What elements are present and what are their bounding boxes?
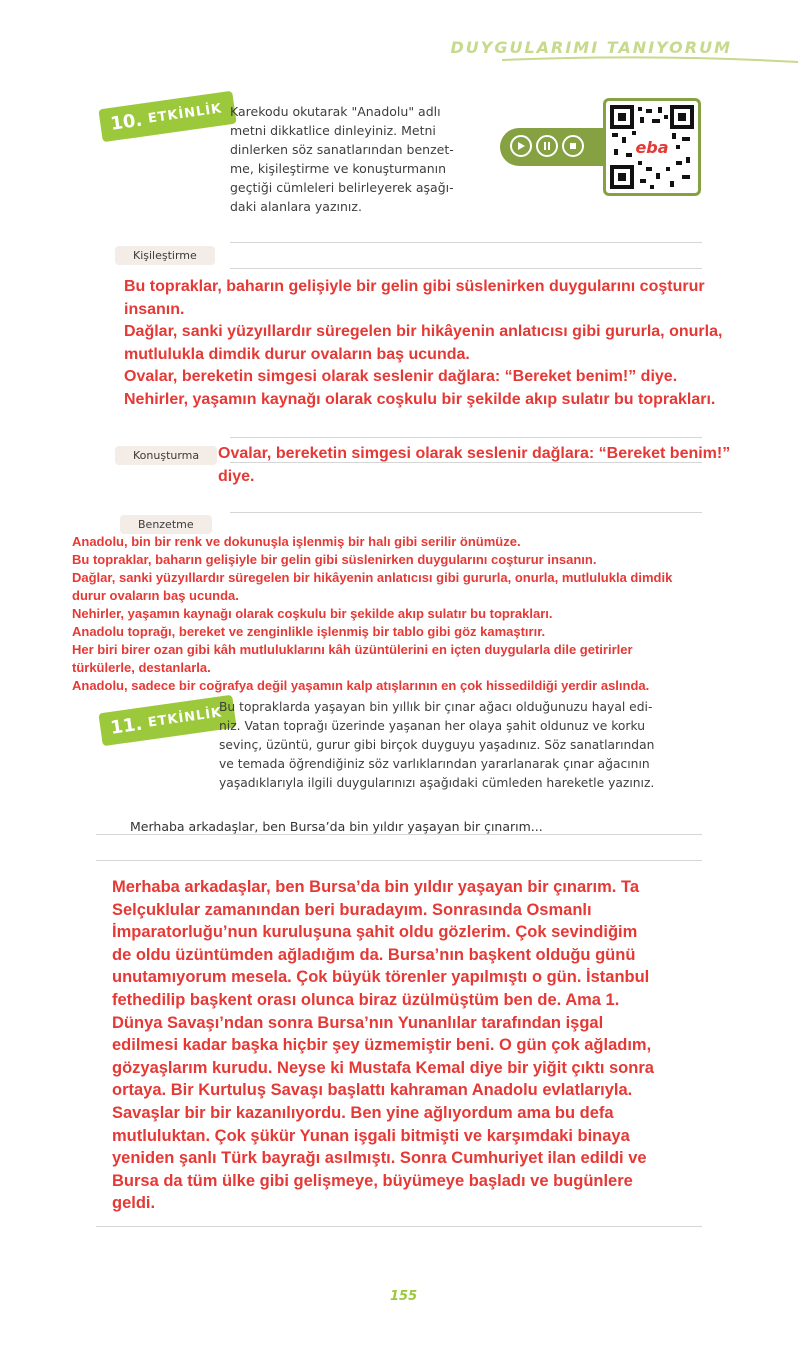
answer-line: İmparatorluğu’nun kuruluşuna şahit oldu gözlerim. Çok sevindiğim bbox=[112, 923, 638, 942]
instruction-line: dinlerken söz sanatlarından benzet- bbox=[230, 142, 454, 157]
writing-line bbox=[230, 512, 702, 513]
activity-10-label: ETKİNLİK bbox=[147, 101, 224, 127]
writing-line bbox=[230, 242, 702, 243]
answer-line: Her biri birer ozan gibi kâh mutluluklarını kâh üzüntülerini en içten duygularla dile getirirler bbox=[72, 642, 633, 657]
answer-line: Ovalar, bereketin simgesi olarak seslenir dağlara: “Bereket benim!” bbox=[218, 445, 731, 462]
eba-logo bbox=[632, 135, 672, 159]
writing-line bbox=[230, 268, 702, 269]
instruction-line: daki alanlara yazınız. bbox=[230, 199, 362, 214]
answer-line: Savaşlar bir bir kazanılıyordu. Ben yine ağlıyordum ama bu defa bbox=[112, 1103, 614, 1122]
play-icon bbox=[516, 141, 526, 151]
answer-line: mutlulukla dimdik durur ovaların baş ucunda. bbox=[124, 345, 470, 363]
answer-line: yeniden şanlı Türk bayrağı asılmıştı. Sonra Cumhuriyet ilan edildi ve bbox=[112, 1149, 647, 1168]
konusturma-answer bbox=[218, 443, 788, 488]
writing-line bbox=[96, 860, 702, 861]
answer-line: unutamıyorum mesela. Çok büyük törenler yapılmıştı o gün. İstanbul bbox=[112, 968, 650, 987]
instruction-line: me, kişileştirme ve konuşturmanın bbox=[230, 161, 447, 176]
answer-line: Bu topraklar, baharın gelişiyle bir gelin gibi süslenirken duygularını coşturur bbox=[124, 278, 705, 295]
answer-line: Anadolu, sadece bir coğrafya değil yaşamın kalp atışlarının en çok hissedildiği yerdir aslında. bbox=[72, 678, 650, 693]
activity-10-badge bbox=[100, 100, 235, 133]
answer-line: durur ovaların baş ucunda. bbox=[72, 588, 239, 603]
qr-code[interactable] bbox=[603, 98, 701, 196]
answer-line: Ovalar, bereketin simgesi olarak seslenir dağlara: “Bereket benim!” diye. bbox=[124, 368, 678, 385]
instruction-line: sevinç, üzüntü, gurur gibi birçok duyguyu yaşadınız. Söz sanatlarından bbox=[219, 738, 655, 752]
answer-line: de oldu üzüntümden ağladığım da. Bursa’nın başkent olduğu günü bbox=[112, 945, 636, 964]
activity-11-prompt: Merhaba arkadaşlar, ben Bursa’da bin yıldır yaşayan bir çınarım... bbox=[130, 819, 543, 834]
benzetme-answer bbox=[72, 533, 792, 695]
answer-line: Nehirler, yaşamın kaynağı olarak coşkulu bir şekilde akıp sulatır bu toprakları. bbox=[72, 606, 553, 621]
answer-line: diye. bbox=[218, 467, 255, 485]
konusturma-label: Konuşturma bbox=[115, 446, 217, 465]
instruction-line: metni dikkatlice dinleyiniz. Metni bbox=[230, 123, 436, 138]
eba-logo-text: eba bbox=[635, 137, 669, 157]
answer-line: Bu topraklar, baharın gelişiyle bir gelin gibi süslenirken duygularını coşturur insanın. bbox=[72, 552, 597, 567]
answer-line: Anadolu, bin bir renk ve dokunuşla işlenmiş bir halı gibi serilir önümüze. bbox=[72, 534, 521, 549]
activity-10-number: 10. bbox=[109, 109, 144, 135]
answer-line: Anadolu toprağı, bereket ve zenginlikle işlenmiş bir tablo gibi göz kamaştırır. bbox=[72, 624, 546, 639]
kisilestirme-label: Kişileştirme bbox=[115, 246, 215, 265]
activity-11-label: ETKİNLİK bbox=[147, 705, 224, 731]
header-swoosh-decoration bbox=[500, 52, 800, 66]
instruction-line: yaşadıklarıyla ilgili duygularınızı aşağıdaki cümleden hareketle yazınız. bbox=[219, 776, 655, 790]
answer-line: edilmesi kadar başka hiçbir şey üzmemiştir beni. O gün çok ağladım, bbox=[112, 1036, 652, 1055]
activity-11-answer bbox=[112, 876, 712, 1215]
answer-line: türkülerle, destanlarla. bbox=[72, 660, 211, 675]
stop-icon bbox=[568, 141, 578, 151]
activity-11-badge bbox=[100, 704, 235, 737]
answer-line: fethedilip başkent orası olunca biraz üzülmüştüm ben de. Ama 1. bbox=[112, 990, 620, 1009]
answer-line: Bursa da tüm ülke gibi gelişmeye, büyümeye başladı ve bugünlere bbox=[112, 1171, 633, 1190]
writing-line bbox=[96, 834, 702, 835]
page-header-title: DUYGULARIMI TANIYORUM bbox=[450, 38, 732, 57]
answer-line: Dünya Savaşı’ndan sonra Bursa’nın Yunanlılar tarafından işgal bbox=[112, 1013, 604, 1032]
activity-11-number: 11. bbox=[109, 713, 144, 739]
answer-line: Selçuklular zamanından beri buradayım. Sonrasında Osmanlı bbox=[112, 900, 592, 919]
pause-button[interactable] bbox=[536, 135, 558, 157]
answer-line: Merhaba arkadaşlar, ben Bursa’da bin yıldır yaşayan bir çınarım. Ta bbox=[112, 878, 639, 896]
answer-line: mutluluktan. Çok şükür Yunan işgali bitmişti ve karşımdaki binaya bbox=[112, 1126, 630, 1145]
instruction-line: niz. Vatan toprağı üzerinde yaşanan her olaya şahit oldunuz ve korku bbox=[219, 719, 645, 733]
answer-line: Dağlar, sanki yüzyıllardır süregelen bir hikâyenin anlatıcısı gibi gururla, onurla, mutlulukla dimdik bbox=[72, 570, 673, 585]
answer-line: insanın. bbox=[124, 300, 185, 318]
answer-line: ortaya. Bir Kurtuluş Savaşı başlattı kahraman Anadolu evlatlarıyla. bbox=[112, 1081, 633, 1100]
writing-line bbox=[96, 1226, 702, 1227]
audio-controls bbox=[500, 128, 610, 166]
page-number: 155 bbox=[390, 1289, 418, 1304]
play-button[interactable] bbox=[510, 135, 532, 157]
kisilestirme-answer bbox=[124, 276, 784, 411]
activity-10-instructions bbox=[230, 102, 474, 216]
benzetme-label: Benzetme bbox=[120, 515, 212, 534]
instruction-line: ve temada öğrendiğiniz söz varlıklarından yararlanarak çınar ağacının bbox=[219, 757, 650, 771]
activity-11-instructions bbox=[219, 698, 703, 793]
stop-button[interactable] bbox=[562, 135, 584, 157]
instruction-line: Karekodu okutarak "Anadolu" adlı bbox=[230, 104, 441, 119]
answer-line: geldi. bbox=[112, 1194, 156, 1213]
answer-line: Dağlar, sanki yüzyıllardır süregelen bir hikâyenin anlatıcısı gibi gururla, onurla, bbox=[124, 323, 723, 340]
pause-icon bbox=[542, 141, 552, 151]
answer-line: Nehirler, yaşamın kaynağı olarak coşkulu bir şekilde akıp sulatır bu toprakları. bbox=[124, 390, 716, 408]
instruction-line: Bu topraklarda yaşayan bin yıllık bir çınar ağacı olduğunuzu hayal edi- bbox=[219, 700, 653, 714]
answer-line: gözyaşlarım kurudu. Neyse ki Mustafa Kemal diye bir yiğit çıktı sonra bbox=[112, 1058, 654, 1077]
instruction-line: geçtiği cümleleri belirleyerek aşağı- bbox=[230, 180, 454, 195]
writing-line bbox=[230, 437, 702, 438]
